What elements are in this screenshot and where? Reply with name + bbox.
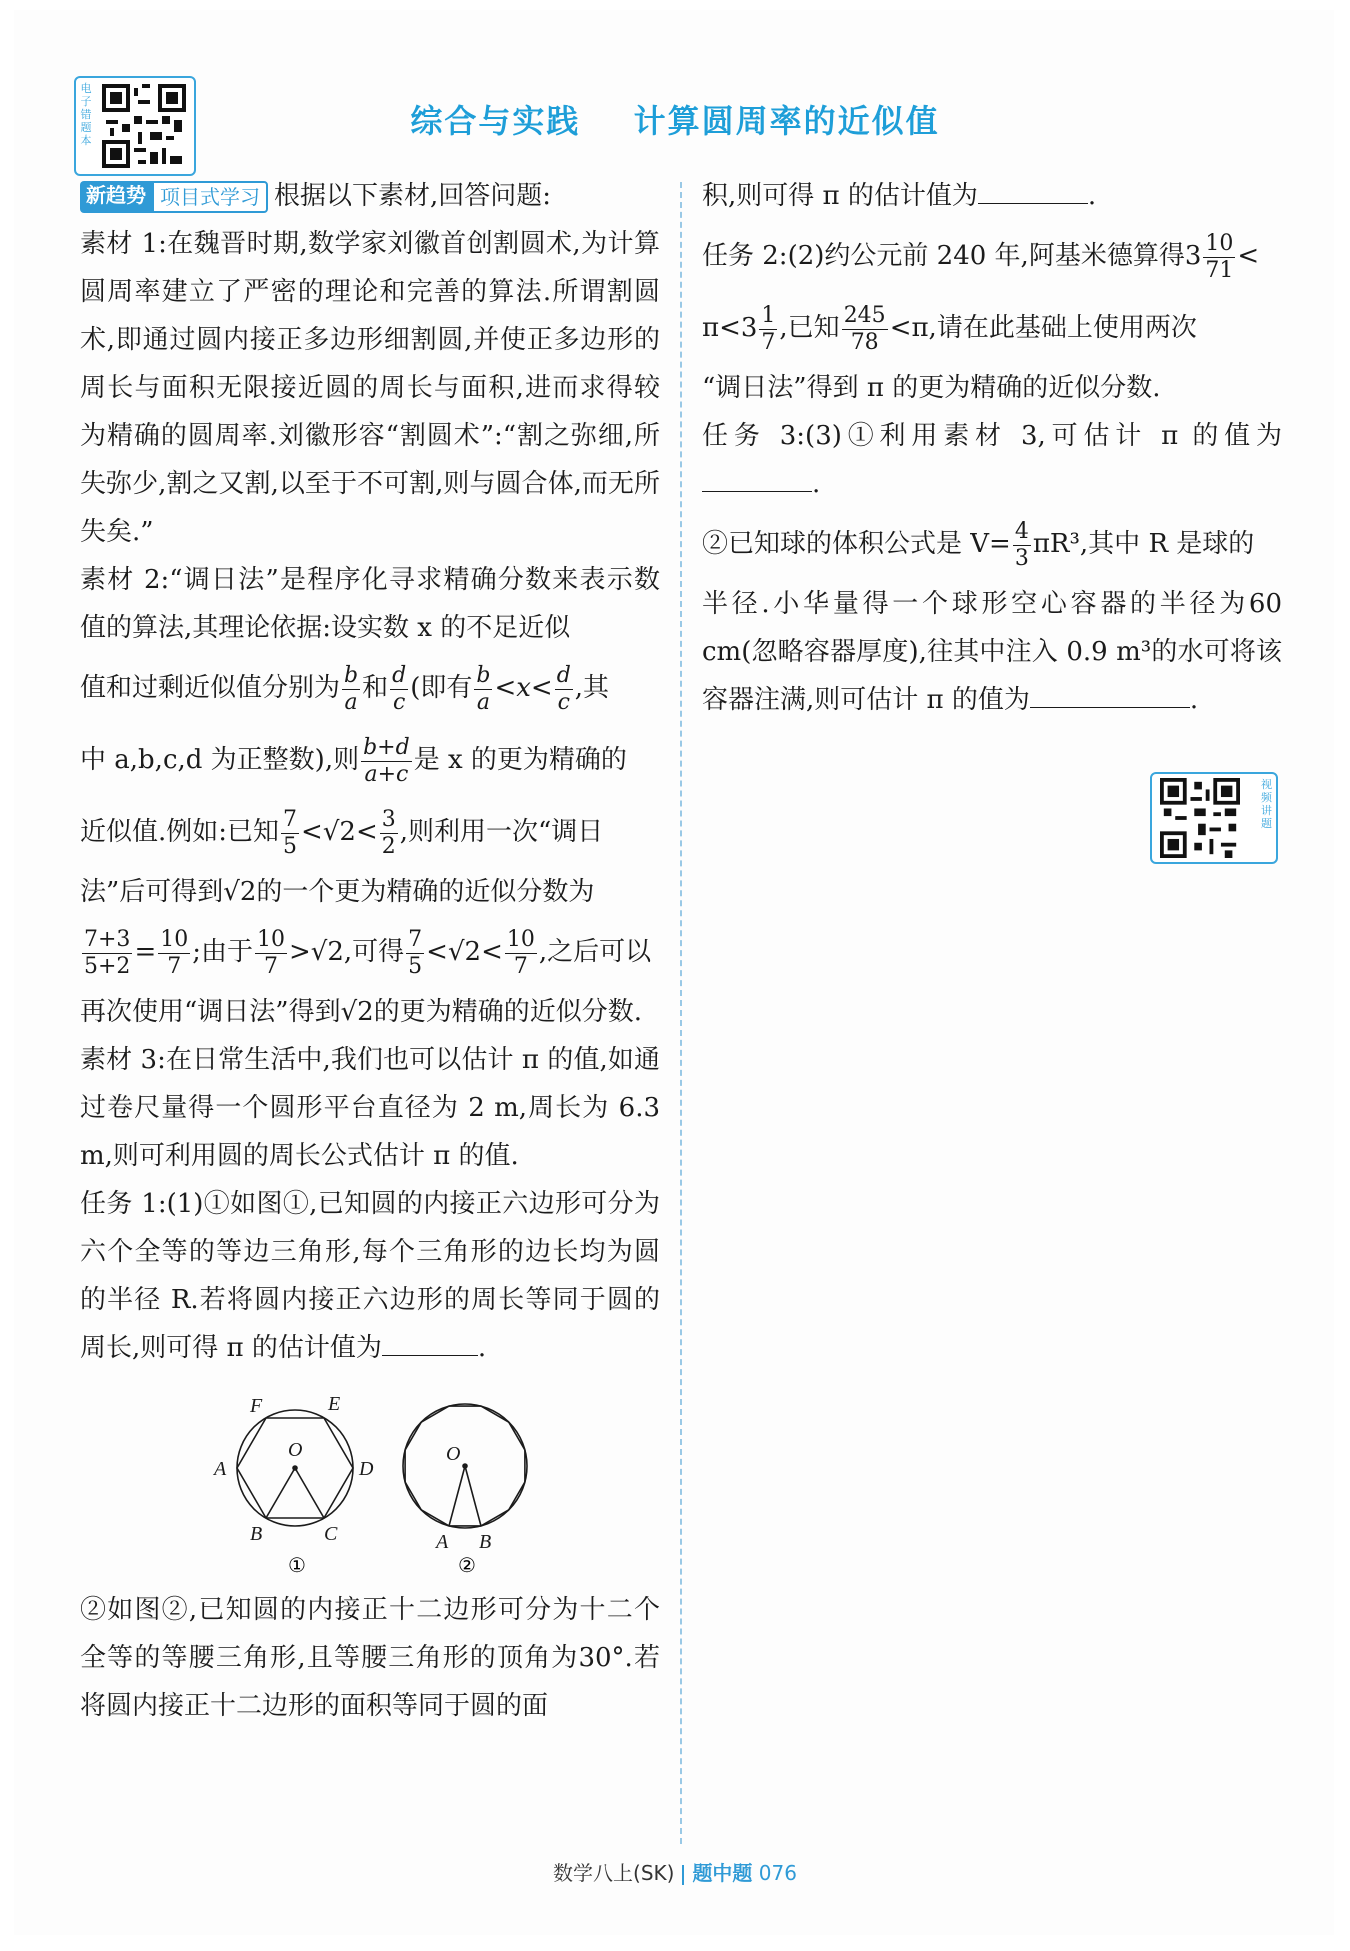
fraction-4-3 bbox=[1013, 519, 1031, 572]
text: ,之后可以 bbox=[538, 937, 652, 967]
den: 71 bbox=[1205, 257, 1234, 283]
fraction-1-7 bbox=[759, 303, 777, 356]
intro-text: 根据以下素材,回答问题: bbox=[274, 181, 552, 211]
task-3-part-2-rest: 半径.小华量得一个球形空心容器的半径为60 cm(忽略容器厚度),往其中注入 0.9 m³的水可将该容器注满,则可估计 π 的值为 . bbox=[702, 589, 1282, 715]
text: 是 x 的更为精确的 bbox=[413, 745, 627, 775]
material-2-line6 bbox=[80, 916, 660, 988]
num: 10 bbox=[257, 926, 285, 952]
footer-book: 数学八上(SK) bbox=[553, 1861, 675, 1885]
op: < bbox=[355, 817, 378, 847]
text: 近似值.例如:已知 bbox=[80, 817, 280, 847]
figures bbox=[80, 1378, 660, 1578]
text: 半径.小华量得一个球形空心容器的半径为60 cm(忽略容器厚度),往其中注入 0.9 m³的水可将该容器注满,则可估计 π 的值为 bbox=[702, 589, 1282, 715]
answer-blank-4[interactable] bbox=[1030, 681, 1190, 708]
label-O: O bbox=[288, 1439, 303, 1461]
num: 10 bbox=[160, 926, 189, 952]
den: 78 bbox=[850, 329, 879, 355]
num: 1 bbox=[761, 302, 776, 328]
figure-2-dodecagon bbox=[403, 1404, 527, 1528]
answer-blank-1[interactable] bbox=[382, 1329, 478, 1356]
text: (即有 bbox=[410, 673, 473, 703]
title-topic: 计算圆周率的近似值 bbox=[633, 102, 940, 140]
op: < bbox=[301, 817, 323, 847]
project-badge bbox=[80, 181, 268, 213]
fraction-7-5-b bbox=[406, 927, 424, 980]
sqrt-2: √2 bbox=[447, 937, 482, 967]
text: ②已知球的体积公式是 V= bbox=[702, 529, 1011, 559]
qr-label: 电子错题本 bbox=[80, 82, 92, 147]
material-1: 素材 1:在魏晋时期,数学家刘徽首创割圆术,为计算圆周率建立了严密的理论和完善的算法.所谓割圆术,即通过圆内接正多边形细割圆,并使正多边形的周长与面积无限接近圆的周长与面积,进而求得较为精确的圆周率.刘徽形容“割圆术”:“割之弥细,所失弥少,割之又割,以至于不可割,则与圆合体,而无所失矣.” bbox=[80, 229, 660, 547]
text: 值和过剩近似值分别为 bbox=[80, 673, 341, 703]
task-2-line2 bbox=[702, 292, 1282, 364]
fraction-73-52 bbox=[82, 927, 132, 980]
num: 10 bbox=[1205, 230, 1234, 256]
fraction-10-7 bbox=[158, 927, 190, 980]
page-number: 076 bbox=[758, 1861, 797, 1885]
label-O2: O bbox=[446, 1443, 461, 1465]
text: ,可得 bbox=[343, 937, 405, 967]
num: b+d bbox=[363, 734, 410, 760]
qr-code-icon bbox=[1160, 778, 1240, 858]
num: 245 bbox=[843, 302, 886, 328]
footer-tag: 题中题 bbox=[692, 1861, 753, 1885]
answer-blank-2[interactable] bbox=[978, 177, 1088, 204]
material-2-line1: 素材 2:“调日法”是程序化寻求精确分数来表示数值的算法,其理论依据:设实数 x 的不足近似 bbox=[80, 565, 660, 643]
left-column bbox=[80, 172, 660, 1730]
text: ,其 bbox=[574, 673, 610, 703]
num: 4 bbox=[1014, 518, 1029, 544]
num: b bbox=[476, 662, 491, 688]
den: 5+2 bbox=[84, 953, 131, 979]
num: 7 bbox=[283, 806, 298, 832]
figure-1-label: ① bbox=[288, 1553, 306, 1577]
den: c bbox=[393, 689, 406, 715]
material-2-line4 bbox=[80, 796, 660, 868]
fraction-3-2 bbox=[380, 807, 398, 860]
label-D: D bbox=[359, 1458, 374, 1480]
den: 2 bbox=[381, 833, 396, 859]
fraction-10-71 bbox=[1203, 231, 1235, 284]
task-3-part-1: 任务 3:(3)①利用素材 3,可估计 π 的值为. bbox=[702, 421, 1282, 499]
num: d bbox=[392, 662, 407, 688]
text: ,已知 bbox=[779, 313, 840, 343]
fraction-d-c-2 bbox=[555, 663, 573, 716]
text: 和 bbox=[362, 673, 389, 703]
text: 任务 3:(3)①利用素材 3,可估计 π 的值为 bbox=[702, 421, 1282, 451]
fraction-10-7-c bbox=[505, 927, 537, 980]
den: 7 bbox=[167, 953, 182, 979]
text: 任务 1:(1)①如图①,已知圆的内接正六边形可分为六个全等的等边三角形,每个三角形的边长均为圆的半径 R.若将圆内接正六边形的周长等同于圆的周长,则可得 π 的估计值为 bbox=[80, 1189, 660, 1363]
den: 5 bbox=[408, 953, 423, 979]
inequality: <x< bbox=[494, 673, 553, 703]
den: 5 bbox=[283, 833, 298, 859]
den: 7 bbox=[264, 953, 278, 979]
badge-trend: 新趋势 bbox=[80, 181, 152, 213]
num: b bbox=[344, 662, 359, 688]
text: π<3 bbox=[702, 313, 758, 343]
fraction-245-78 bbox=[842, 303, 888, 356]
footer-separator bbox=[682, 1865, 684, 1885]
figure-2-label: ② bbox=[458, 1553, 476, 1577]
den: a bbox=[476, 689, 490, 715]
figure-1-hexagon bbox=[237, 1410, 353, 1526]
den: c bbox=[557, 689, 570, 715]
material-2-line2 bbox=[80, 652, 660, 724]
den: 7 bbox=[761, 329, 776, 355]
material-2-line5: 法”后可得到√2的一个更为精确的近似分数为 bbox=[80, 877, 595, 907]
num: 10 bbox=[506, 926, 535, 952]
fraction-b-a-2 bbox=[474, 663, 492, 716]
label-E: E bbox=[328, 1393, 341, 1415]
material-3: 素材 3:在日常生活中,我们也可以估计 π 的值,如通过卷尺量得一个圆形平台直径为 2 m,周长为 6.3 m,则可利用圆的周长公式估计 π 的值. bbox=[80, 1045, 660, 1171]
fraction-10-7-b bbox=[255, 927, 287, 980]
label-B2: B bbox=[479, 1531, 492, 1553]
num: 7 bbox=[408, 926, 423, 952]
op: = bbox=[134, 937, 157, 967]
task-2-line3: “调日法”得到 π 的更为精确的近似分数. bbox=[702, 373, 1161, 403]
sqrt-2: √2 bbox=[322, 817, 356, 847]
num: 3 bbox=[381, 806, 396, 832]
op: < bbox=[426, 937, 448, 967]
task-2-line1 bbox=[702, 220, 1282, 292]
task-1-part-2: ②如图②,已知圆的内接正十二边形可分为十二个全等的等腰三角形,且等腰三角形的顶角为30°.若将圆内接正十二边形的面积等同于圆的面 bbox=[80, 1595, 660, 1721]
den: 7 bbox=[513, 953, 528, 979]
text: ,则利用一次“调日 bbox=[399, 817, 604, 847]
page-title bbox=[0, 96, 1350, 142]
num: d bbox=[556, 662, 571, 688]
qr-video-label: 视频讲题 bbox=[1261, 778, 1272, 830]
label-A2: A bbox=[436, 1531, 449, 1553]
op: < bbox=[481, 937, 503, 967]
qr-code-video[interactable] bbox=[1150, 772, 1278, 864]
sqrt-2: √2 bbox=[310, 937, 344, 967]
material-2-line3 bbox=[80, 724, 660, 796]
right-column bbox=[702, 172, 1282, 724]
material-2-line7: 再次使用“调日法”得到√2的更为精确的近似分数. bbox=[80, 997, 642, 1027]
den: a+c bbox=[364, 761, 409, 787]
op: < bbox=[1237, 241, 1260, 271]
title-section: 综合与实践 bbox=[410, 102, 581, 140]
den: a bbox=[344, 689, 358, 715]
text: ;由于 bbox=[192, 937, 253, 967]
num: 7+3 bbox=[84, 926, 131, 952]
column-divider bbox=[680, 182, 682, 1844]
intro-line bbox=[80, 172, 660, 220]
text: 积,则可得 π 的估计值为 bbox=[702, 181, 978, 211]
figure-svg bbox=[80, 1378, 660, 1578]
page-footer bbox=[0, 1857, 1350, 1886]
task-1-part-2-end: 积,则可得 π 的估计值为 . bbox=[702, 172, 1282, 220]
text: πR³,其中 R 是球的 bbox=[1032, 529, 1255, 559]
den: 3 bbox=[1014, 545, 1029, 571]
badge-type: 项目式学习 bbox=[152, 181, 268, 213]
op: > bbox=[289, 937, 311, 967]
label-B: B bbox=[250, 1523, 263, 1545]
fraction-7-5 bbox=[281, 807, 299, 860]
fraction-d-c bbox=[390, 663, 408, 716]
task-3-part-2-line1 bbox=[702, 508, 1282, 580]
text: 中 a,b,c,d 为正整数),则 bbox=[80, 745, 360, 775]
task-1-part-1: 任务 1:(1)①如图①,已知圆的内接正六边形可分为六个全等的等边三角形,每个三角形的边长均为圆的半径 R.若将圆内接正六边形的周长等同于圆的周长,则可得 π 的估计值为 . bbox=[80, 1189, 660, 1363]
fraction-b-a bbox=[342, 663, 360, 716]
text: <π,请在此基础上使用两次 bbox=[889, 313, 1197, 343]
label-C: C bbox=[324, 1523, 338, 1545]
label-A: A bbox=[214, 1458, 227, 1480]
fraction-mediant bbox=[361, 735, 412, 788]
text: 任务 2:(2)约公元前 240 年,阿基米德算得3 bbox=[702, 241, 1202, 271]
answer-blank-3[interactable] bbox=[702, 465, 812, 492]
label-F: F bbox=[250, 1395, 263, 1417]
